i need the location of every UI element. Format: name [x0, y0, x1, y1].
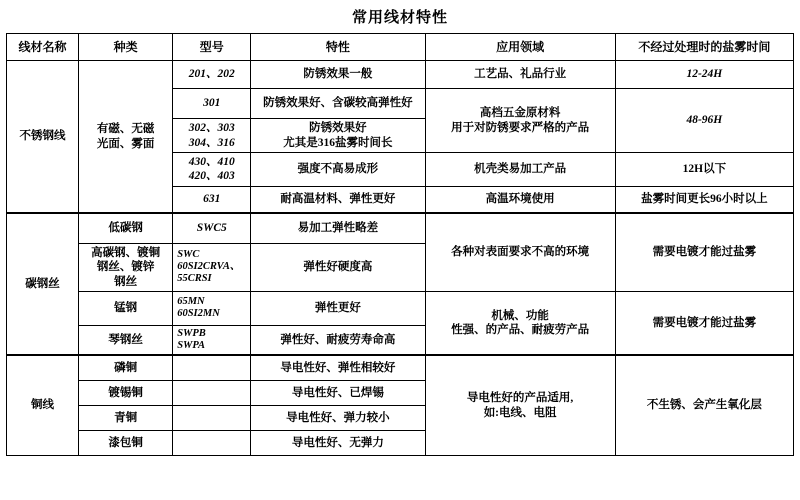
feature-cell: 导电性好、弹力较小 — [251, 405, 425, 430]
salt-time-cell: 需要电镀才能过盐雾 — [615, 291, 793, 355]
model-cell: SWPB SWPA — [173, 325, 251, 355]
application-cell: 高档五金原材料 用于对防锈要求严格的产品 — [425, 89, 615, 153]
kind-cell: 有磁、无磁 光面、雾面 — [79, 61, 173, 214]
page-title: 常用线材特性 — [351, 10, 448, 26]
feature-cell: 弹性好硬度高 — [251, 243, 425, 291]
application-cell: 导电性好的产品适用, 如:电线、电阻 — [425, 355, 615, 455]
table-row — [7, 355, 794, 380]
salt-time-cell: 12-24H — [615, 61, 793, 89]
feature-cell: 导电性好、无弹力 — [251, 430, 425, 455]
model-cell: 430、410 420、403 — [173, 153, 251, 187]
model-cell — [173, 430, 251, 455]
salt-time-cell: 需要电镀才能过盐雾 — [615, 213, 793, 291]
model-cell: 302、303 304、316 — [173, 119, 251, 153]
feature-cell: 强度不高易成形 — [251, 153, 425, 187]
kind-cell: 高碳钢、镀铜 钢丝、镀锌 钢丝 — [79, 243, 173, 291]
application-cell: 工艺品、礼品行业 — [425, 61, 615, 89]
wire-name-cell: 铜线 — [7, 355, 79, 455]
kind-cell: 镀锡铜 — [79, 380, 173, 405]
table-row — [7, 213, 794, 243]
table-header — [7, 34, 794, 61]
model-cell: 65MN 60SI2MN — [173, 291, 251, 325]
model-cell — [173, 380, 251, 405]
salt-time-cell: 不生锈、会产生氧化层 — [615, 355, 793, 455]
model-cell — [173, 405, 251, 430]
application-cell: 机壳类易加工产品 — [425, 153, 615, 187]
kind-cell: 磷铜 — [79, 355, 173, 380]
salt-time-cell: 48-96H — [615, 89, 793, 153]
column-header-kind: 种类 — [79, 34, 173, 61]
feature-cell: 导电性好、弹性相较好 — [251, 355, 425, 380]
feature-cell: 防锈效果好 尤其是316盐雾时间长 — [251, 119, 425, 153]
feature-cell: 耐高温材料、弹性更好 — [251, 186, 425, 213]
table-row — [7, 61, 794, 89]
model-cell: 301 — [173, 89, 251, 119]
application-cell: 机械、功能 性强、的产品、耐疲劳产品 — [425, 291, 615, 355]
kind-cell: 锰钢 — [79, 291, 173, 325]
kind-cell: 低碳钢 — [79, 213, 173, 243]
feature-cell: 易加工弹性略差 — [251, 213, 425, 243]
wire-name-cell: 碳钢丝 — [7, 213, 79, 355]
table-body — [7, 61, 794, 456]
column-header-feature: 特性 — [251, 34, 425, 61]
kind-cell: 漆包铜 — [79, 430, 173, 455]
application-cell: 高温环境使用 — [425, 186, 615, 213]
table-row — [7, 291, 794, 325]
model-cell: 631 — [173, 186, 251, 213]
wire-spec-table — [6, 33, 794, 456]
model-cell: SWC 60SI2CRVA、 55CRSI — [173, 243, 251, 291]
model-cell: SWC5 — [173, 213, 251, 243]
model-cell — [173, 355, 251, 380]
salt-time-cell: 盐雾时间更长96小时以上 — [615, 186, 793, 213]
column-header-model: 型号 — [173, 34, 251, 61]
application-cell: 各种对表面要求不高的环境 — [425, 213, 615, 291]
column-header-application: 应用领域 — [425, 34, 615, 61]
feature-cell: 弹性更好 — [251, 291, 425, 325]
column-header-name: 线材名称 — [7, 34, 79, 61]
feature-cell: 导电性好、已焊锡 — [251, 380, 425, 405]
table-header-row — [7, 34, 794, 61]
feature-cell: 弹性好、耐疲劳寿命高 — [251, 325, 425, 355]
kind-cell: 青铜 — [79, 405, 173, 430]
wire-name-cell: 不锈钢线 — [7, 61, 79, 214]
kind-cell: 琴钢丝 — [79, 325, 173, 355]
model-cell: 201、202 — [173, 61, 251, 89]
salt-time-cell: 12H以下 — [615, 153, 793, 187]
feature-cell: 防锈效果好、含碳较高弹性好 — [251, 89, 425, 119]
column-header-salt-time: 不经过处理时的盐雾时间 — [615, 34, 793, 61]
feature-cell: 防锈效果一般 — [251, 61, 425, 89]
